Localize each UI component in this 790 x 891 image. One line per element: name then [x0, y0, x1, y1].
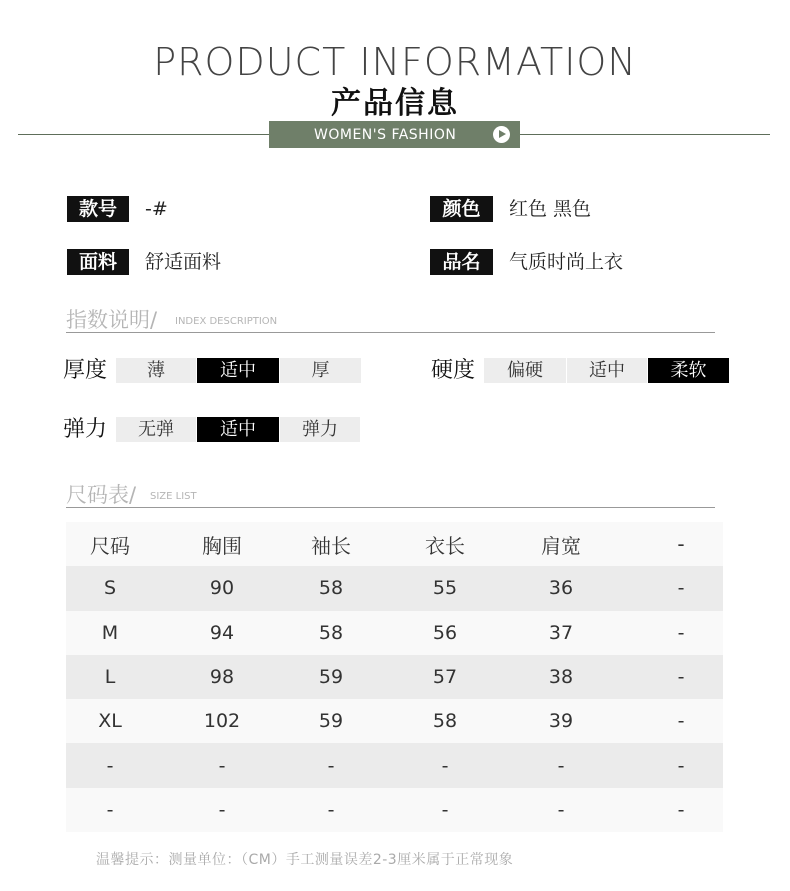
- table-cell: 58: [432, 710, 458, 733]
- size-section-title: 尺码表/: [66, 483, 137, 507]
- hardness-option-soft: 柔软: [648, 358, 729, 383]
- table-row: [66, 788, 723, 832]
- style-no-value: -#: [145, 198, 168, 220]
- table-cell: -: [106, 754, 114, 777]
- table-cell: 59: [318, 666, 344, 689]
- measurement-note: 温馨提示：测量单位：（CM）手工测量误差2-3厘米属于正常现象: [96, 852, 514, 868]
- table-cell: -: [677, 621, 685, 644]
- hardness-option-stiff: 偏硬: [484, 358, 566, 383]
- table-cell: 94: [209, 621, 235, 644]
- table-header-row: [66, 522, 723, 566]
- name-tag: 品名: [430, 249, 493, 275]
- header-cell: 肩宽: [541, 533, 581, 558]
- style-no-tag: 款号: [67, 196, 129, 222]
- fashion-banner: [269, 121, 520, 148]
- index-section-title: 指数说明/: [66, 308, 158, 332]
- table-cell: 98: [209, 666, 235, 689]
- table-cell: 56: [432, 621, 458, 644]
- table-cell: 38: [548, 666, 574, 689]
- table-cell: -: [677, 577, 685, 600]
- thickness-option-thick: 厚: [280, 358, 361, 383]
- table-cell: -: [218, 754, 226, 777]
- elasticity-label: 弹力: [63, 417, 108, 442]
- elasticity-option-stretch: 弹力: [280, 417, 360, 442]
- elasticity-option-none: 无弹: [116, 417, 196, 442]
- table-row: [66, 566, 723, 610]
- table-cell: -: [677, 798, 685, 821]
- table-cell: M: [101, 621, 119, 644]
- table-cell: 102: [203, 710, 241, 733]
- table-cell: -: [327, 754, 335, 777]
- table-cell: 37: [548, 621, 574, 644]
- table-row: [66, 699, 723, 743]
- header-cell: 衣长: [425, 533, 465, 558]
- table-cell: 39: [548, 710, 574, 733]
- table-cell: 57: [432, 666, 458, 689]
- thickness-option-medium: 适中: [197, 358, 279, 383]
- table-cell: -: [441, 798, 449, 821]
- index-section-line: [66, 332, 715, 333]
- hardness-option-medium: 适中: [567, 358, 647, 383]
- table-row: [66, 743, 723, 787]
- title-english: PRODUCT INFORMATION: [153, 40, 637, 84]
- color-tag: 颜色: [430, 196, 493, 222]
- color-value: 红色 黑色: [509, 198, 592, 220]
- elasticity-option-medium: 适中: [197, 417, 279, 442]
- table-cell: XL: [98, 710, 122, 733]
- table-cell: -: [677, 710, 685, 733]
- thickness-label: 厚度: [63, 358, 108, 383]
- table-cell: 55: [432, 577, 458, 600]
- size-section-subtitle: SIZE LIST: [150, 491, 197, 502]
- size-section-line: [66, 507, 715, 508]
- title-chinese: 产品信息: [331, 86, 459, 121]
- header-cell: 胸围: [202, 533, 242, 558]
- play-icon: [493, 126, 510, 143]
- hardness-label: 硬度: [431, 358, 476, 383]
- table-cell: 36: [548, 577, 574, 600]
- table-cell: 59: [318, 710, 344, 733]
- table-cell: S: [103, 577, 117, 600]
- table-cell: -: [677, 666, 685, 689]
- header-cell: 袖长: [311, 533, 351, 558]
- table-cell: L: [104, 666, 116, 689]
- table-row: [66, 655, 723, 699]
- table-cell: -: [557, 754, 565, 777]
- header-cell: -: [677, 532, 685, 557]
- table-cell: -: [106, 798, 114, 821]
- fabric-tag: 面料: [67, 249, 129, 275]
- table-cell: -: [557, 798, 565, 821]
- size-table: [66, 522, 723, 832]
- fabric-value: 舒适面料: [145, 251, 222, 273]
- banner-label: WOMEN'S FASHION: [314, 126, 457, 143]
- name-value: 气质时尚上衣: [509, 251, 624, 273]
- table-row: [66, 611, 723, 655]
- table-cell: 58: [318, 621, 344, 644]
- header-cell: 尺码: [90, 533, 130, 558]
- table-cell: -: [677, 754, 685, 777]
- index-section-subtitle: INDEX DESCRIPTION: [175, 316, 278, 327]
- thickness-option-thin: 薄: [116, 358, 196, 383]
- table-cell: -: [218, 798, 226, 821]
- table-cell: 58: [318, 577, 344, 600]
- table-cell: -: [441, 754, 449, 777]
- table-cell: 90: [209, 577, 235, 600]
- table-cell: -: [327, 798, 335, 821]
